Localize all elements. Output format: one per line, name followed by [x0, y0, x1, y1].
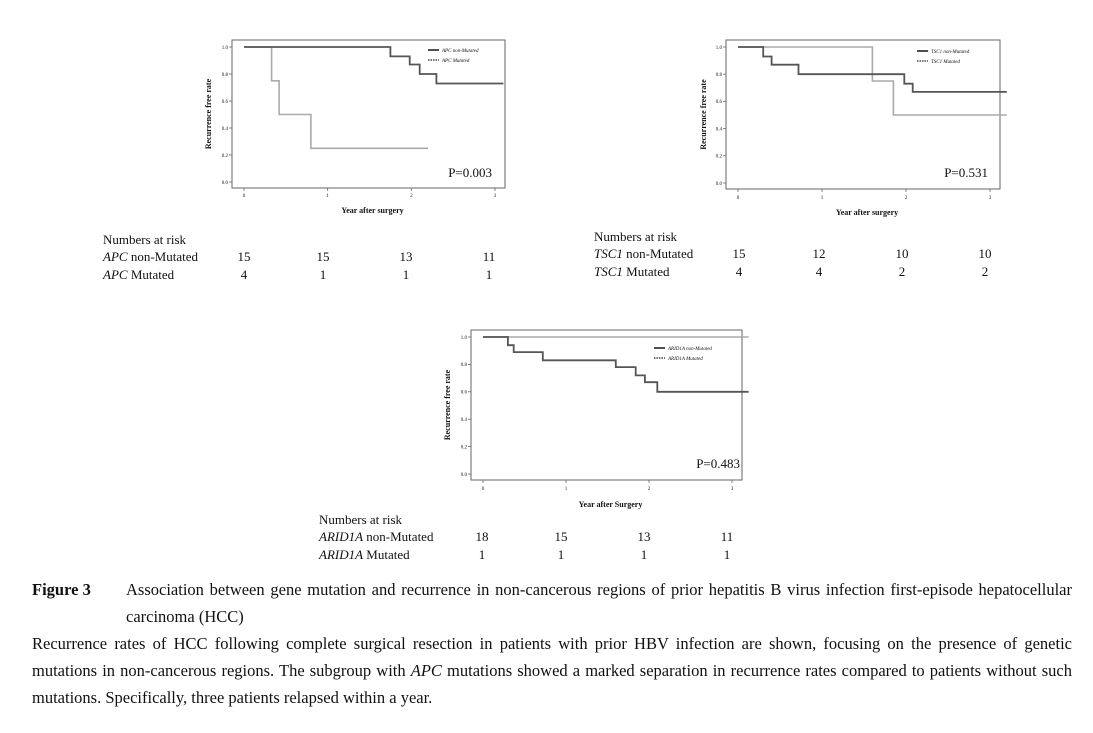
risk-row-label — [594, 246, 694, 261]
y-tick-label: 0.0 — [221, 180, 228, 186]
y-tick-label: 1.0 — [460, 335, 467, 341]
risk-count: 4 — [735, 264, 743, 279]
group-name: Mutated — [622, 264, 670, 279]
risk-count: 10 — [895, 246, 909, 261]
risk-table-header: Numbers at risk — [594, 229, 678, 244]
x-tick-label: 0 — [481, 487, 485, 492]
legend-entry: APC Mutated — [442, 58, 470, 64]
risk-count: 15 — [732, 246, 746, 261]
y-tick-label: 0.2 — [460, 445, 467, 451]
risk-count: 15 — [554, 529, 568, 544]
survival-curve-tsc1-mutated — [738, 47, 1007, 115]
x-tick-label: 0 — [242, 194, 246, 199]
x-tick-label: 0 — [736, 196, 740, 201]
gene-name: APC — [103, 267, 128, 282]
risk-count: 12 — [812, 246, 826, 261]
x-tick-label: 2 — [647, 487, 651, 492]
risk-row-label — [102, 249, 198, 264]
x-tick-label: 2 — [904, 196, 908, 201]
group-name: non-Mutated — [622, 246, 694, 261]
y-tick-label: 0.4 — [221, 126, 228, 132]
legend-entry: TSC1 non-Mutated — [931, 49, 970, 55]
legend-entry: APC non-Mutated — [442, 48, 479, 54]
survival-curve-apc-mutated — [244, 47, 428, 148]
legend-entry: ARID1A Mutated — [668, 356, 703, 362]
legend-entry: TSC1 Mutated — [931, 59, 961, 65]
risk-count: 11 — [720, 529, 734, 544]
km-panel-tsc1 — [594, 40, 1007, 279]
risk-count: 1 — [402, 267, 410, 282]
gene-name: ARID1A — [319, 529, 364, 544]
description-gene: APC — [410, 661, 442, 680]
x-tick-label: 3 — [730, 487, 734, 492]
x-tick-label: 3 — [493, 194, 497, 199]
risk-row-label — [594, 264, 670, 279]
numbers-at-risk-arid1a — [318, 512, 733, 562]
risk-count: 18 — [475, 529, 489, 544]
description-part-1: Recurrence rates of HCC following complete surgical resection in patients with prior HBV infection are shown, focusing on the presence of genetic mutations in non-cancerous regions. The subgroup with — [32, 634, 1072, 680]
y-tick-label: 0.4 — [715, 127, 722, 133]
risk-table-header: Numbers at risk — [319, 512, 403, 527]
p-value: P=0.483 — [696, 456, 740, 471]
risk-count: 1 — [640, 547, 648, 562]
x-axis-title: Year after Surgery — [578, 500, 643, 509]
y-tick-label: 0.6 — [221, 99, 228, 105]
group-name: non-Mutated — [127, 249, 198, 264]
group-name: Mutated — [363, 547, 410, 562]
y-tick-label: 0.6 — [460, 390, 467, 396]
numbers-at-risk-tsc1 — [594, 229, 992, 279]
y-axis-title: Recurrence free rate — [443, 369, 452, 441]
figure-label: Figure 3 — [32, 580, 91, 599]
y-tick-label: 1.0 — [715, 45, 722, 51]
risk-count: 1 — [319, 267, 327, 282]
risk-count: 15 — [237, 249, 251, 264]
group-name: Mutated — [127, 267, 175, 282]
gene-name: TSC1 — [594, 246, 623, 261]
risk-count: 2 — [981, 264, 989, 279]
description-part-2: mutations showed a marked separation in recurrence rates compared to patients without such mutations. Specifically, three patients relapsed within a year. — [32, 661, 1072, 707]
risk-count: 11 — [482, 249, 496, 264]
risk-count: 15 — [316, 249, 330, 264]
y-tick-label: 0.8 — [221, 72, 228, 78]
y-tick-label: 1.0 — [221, 45, 228, 51]
y-axis-title: Recurrence free rate — [699, 79, 708, 150]
x-axis-title: Year after surgery — [341, 206, 404, 215]
km-panel-apc — [102, 40, 505, 282]
y-tick-label: 0.4 — [460, 418, 467, 423]
gene-name: TSC1 — [594, 264, 623, 279]
y-tick-label: 0.0 — [715, 181, 722, 187]
x-tick-label: 1 — [820, 196, 824, 201]
risk-count: 2 — [898, 264, 906, 279]
risk-row-label — [318, 547, 410, 562]
figure-caption — [32, 576, 1072, 711]
y-tick-label: 0.8 — [460, 363, 467, 369]
risk-row-label — [318, 529, 434, 544]
risk-count: 10 — [978, 246, 992, 261]
risk-row-label — [102, 267, 175, 282]
y-tick-label: 0.2 — [715, 154, 722, 160]
risk-count: 13 — [399, 249, 413, 264]
figure-description — [32, 630, 1072, 711]
y-tick-label: 0.6 — [715, 100, 722, 106]
x-axis-title: Year after surgery — [835, 208, 899, 217]
p-value: P=0.003 — [448, 165, 492, 180]
x-tick-label: 1 — [564, 487, 568, 492]
y-axis-title: Recurrence free rate — [204, 78, 213, 150]
risk-count: 13 — [637, 529, 651, 544]
x-tick-label: 2 — [410, 194, 413, 199]
y-tick-label: 0.0 — [460, 472, 467, 478]
legend-entry: ARID1A non-Mutated — [668, 346, 712, 352]
risk-count: 4 — [815, 264, 823, 279]
y-tick-label: 0.2 — [221, 153, 228, 159]
x-tick-label: 3 — [988, 196, 992, 201]
km-panel-arid1a — [318, 330, 749, 562]
risk-table-header: Numbers at risk — [103, 232, 187, 247]
group-name: non-Mutated — [363, 529, 434, 544]
numbers-at-risk-apc — [102, 232, 495, 282]
p-value: P=0.531 — [944, 165, 988, 180]
risk-count: 1 — [485, 267, 493, 282]
risk-count: 1 — [723, 547, 731, 562]
risk-count: 4 — [240, 267, 248, 282]
survival-curve-arid1a-non-mutated — [483, 337, 749, 392]
risk-count: 1 — [557, 547, 565, 562]
y-tick-label: 0.8 — [715, 73, 722, 78]
x-tick-label: 1 — [326, 194, 329, 199]
gene-name: ARID1A — [319, 547, 364, 562]
risk-count: 1 — [478, 547, 486, 562]
figure-title: Association between gene mutation and recurrence in non-cancerous regions of prior hepatitis B virus infection first-episode hepatocellular carcinoma (HCC) — [126, 580, 1072, 626]
gene-name: APC — [103, 249, 128, 264]
